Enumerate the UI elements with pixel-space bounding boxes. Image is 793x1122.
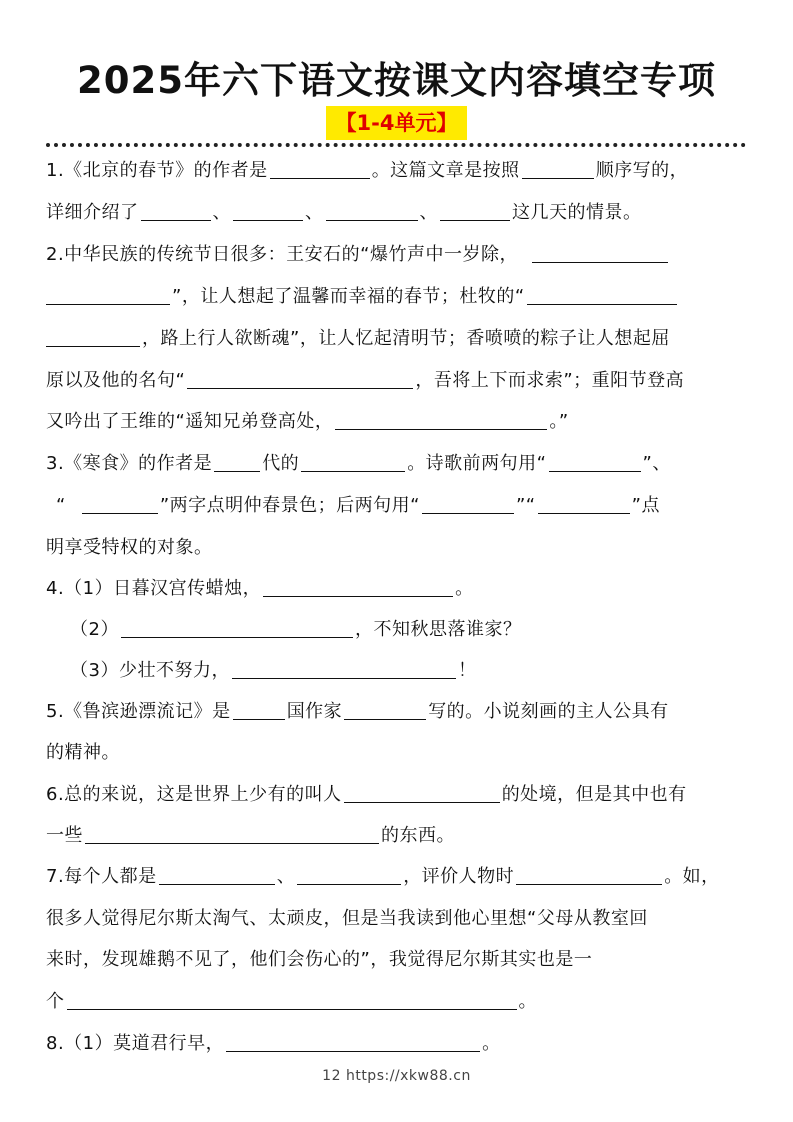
text: 。 (518, 991, 537, 1012)
unit-range-badge: 【1-4单元】 (326, 106, 468, 140)
blank-field[interactable] (214, 453, 260, 472)
text: 3.《寒食》的作者是 (46, 453, 213, 474)
q5-line-1 (46, 699, 669, 725)
text: 一些 (46, 825, 83, 846)
text: 。诗歌前两句用“ (407, 453, 547, 474)
blank-field[interactable] (326, 202, 418, 221)
q1-line-1 (46, 158, 688, 184)
text: ”，让人想起了温馨而幸福的春节；杜牧的“ (172, 286, 525, 307)
text: 。 (455, 578, 474, 599)
blank-field[interactable] (159, 866, 275, 885)
blank-field[interactable] (516, 866, 662, 885)
dotted-divider (46, 143, 746, 147)
text: 写的。小说刻画的主人公具有 (428, 701, 669, 722)
blank-field[interactable] (233, 202, 303, 221)
q4-line-1 (46, 576, 474, 602)
text: 6.总的来说，这是世界上少有的叫人 (46, 784, 342, 805)
blank-field[interactable] (263, 578, 453, 597)
blank-field[interactable] (549, 453, 641, 472)
text: 、 (305, 202, 324, 223)
text: 个 (46, 991, 65, 1012)
text: 代的 (262, 453, 300, 474)
page-number: 12 (322, 1068, 341, 1084)
text: ”“ (515, 495, 536, 516)
text: 顺序写的， (595, 160, 689, 181)
text: 。这篇文章是按照 (371, 160, 520, 181)
text: 很多人觉得尼尔斯太淘气、太顽皮，但是当我读到他心里想“父母从教室回 (46, 908, 648, 929)
blank-field[interactable] (46, 286, 170, 305)
blank-field[interactable] (301, 453, 405, 472)
text: 7.每个人都是 (46, 866, 157, 887)
q8-line-1 (46, 1031, 501, 1057)
blank-field[interactable] (85, 825, 379, 844)
text: 1.《北京的春节》的作者是 (46, 160, 268, 181)
q3-line-2 (46, 493, 660, 519)
q2-line-1 (46, 242, 670, 268)
blank-field[interactable] (187, 370, 413, 389)
q2-line-5 (46, 409, 569, 435)
text: ”点 (631, 495, 660, 516)
text: ，路上行人欲断魂”，让人忆起清明节；香喷喷的粽子让人想起屈 (142, 328, 670, 349)
text: 的处境，但是其中也有 (501, 784, 687, 805)
blank-field[interactable] (422, 495, 514, 514)
blank-field[interactable] (297, 866, 401, 885)
text: ！ (457, 660, 477, 681)
text: “ (56, 495, 66, 516)
blank-field[interactable] (344, 784, 500, 803)
text: 原以及他的名句“ (46, 370, 186, 391)
text: 。如， (664, 866, 720, 887)
text: ，不知秋思落谁家？ (354, 619, 522, 640)
q1-line-2 (46, 200, 642, 226)
blank-field[interactable] (46, 328, 140, 347)
q7-line-1 (46, 864, 720, 890)
q2-line-2 (46, 284, 679, 310)
blank-field[interactable] (121, 619, 353, 638)
text: 4.（1）日暮汉宫传蜡烛， (46, 578, 262, 599)
text: 的东西。 (381, 825, 455, 846)
blank-field[interactable] (344, 701, 426, 720)
blank-field[interactable] (527, 286, 677, 305)
q3-line-1 (46, 451, 671, 477)
blank-field[interactable] (67, 991, 517, 1010)
subtitle-container (0, 106, 793, 140)
q7-line-4 (46, 989, 537, 1015)
blank-field[interactable] (335, 411, 547, 430)
blank-field[interactable] (141, 202, 211, 221)
q7-line-2 (46, 906, 648, 932)
blank-field[interactable] (270, 160, 370, 179)
text: ，评价人物时 (403, 866, 515, 887)
text: 、 (212, 202, 231, 223)
blank-field[interactable] (226, 1033, 480, 1052)
blank-field[interactable] (538, 495, 630, 514)
text: 、 (276, 866, 296, 887)
text: ”两字点明仲春景色；后两句用“ (159, 495, 420, 516)
q6-line-2 (46, 823, 455, 849)
q5-line-2 (46, 740, 120, 766)
blank-field[interactable] (232, 660, 456, 679)
page-footer (0, 1068, 793, 1084)
blank-field[interactable] (233, 701, 285, 720)
text: （3）少壮不努力， (70, 660, 230, 681)
text: 来时，发现雄鹅不见了，他们会伤心的”，我觉得尼尔斯其实也是一 (46, 949, 593, 970)
q6-line-1 (46, 782, 687, 808)
page-title: 2025年六下语文按课文内容填空专项 (77, 59, 716, 102)
text: ”、 (642, 453, 671, 474)
text: 5.《鲁滨逊漂流记》是 (46, 701, 231, 722)
text: 2.中华民族的传统节日很多：王安石的“爆竹声中一岁除， (46, 244, 518, 265)
footer-url: https://xkw88.cn (345, 1068, 471, 1084)
text: 8.（1）莫道君行早， (46, 1033, 225, 1054)
q3-line-3 (46, 535, 213, 561)
text: （2） (70, 619, 119, 640)
q7-line-3 (46, 947, 592, 973)
text: 明享受特权的对象。 (46, 537, 213, 558)
text: 。” (549, 411, 569, 432)
blank-field[interactable] (440, 202, 510, 221)
text: 、 (419, 202, 438, 223)
blank-field[interactable] (82, 495, 158, 514)
text: 详细介绍了 (46, 202, 139, 223)
blank-field[interactable] (532, 244, 668, 263)
text: 又吟出了王维的“遥知兄弟登高处， (46, 411, 334, 432)
text: 这几天的情景。 (512, 202, 642, 223)
text: ，吾将上下而求索”；重阳节登高 (415, 370, 685, 391)
text: 。 (482, 1033, 501, 1054)
text: 国作家 (286, 701, 343, 722)
q4-line-2 (70, 617, 521, 643)
q2-line-4 (46, 368, 684, 394)
q2-line-3 (46, 326, 670, 352)
text: 的精神。 (46, 742, 120, 763)
blank-field[interactable] (522, 160, 594, 179)
q4-line-3 (70, 658, 476, 684)
